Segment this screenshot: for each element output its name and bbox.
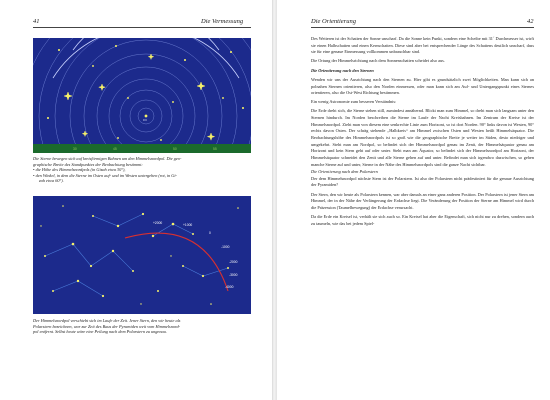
label-minus2000: -2000 — [229, 260, 238, 264]
marker-50: 50 — [173, 147, 177, 151]
precession-track — [125, 233, 228, 291]
label-minus4000: -4000 — [225, 285, 234, 289]
subsection-heading: Die Orientierung nach dem Polarstern — [311, 169, 378, 175]
label-plus1000: +1000 — [183, 223, 193, 227]
paragraph: Die Erde dreht sich, die Sterne stehen still, zumindest annähernd. Blickt man zum Himmel, so dreht man sich langsam unter den Sternen hindurch. Im Norden beschreiben die Sterne im Laufe der Nacht Kreisbahnen. Im Zentrum der Kreise ist der Himmelsnordpol. Zieht man von diesem eine senkrechte Linie zum Horizont, so ist dort Norden. 90° links davon ist Westen, 90° rechts davon Osten. Der schräg stehende „Halbkreis“ am Himmel zwischen Osten und Westen heißt Himmelsäquator. Die Beobachtungshöhe des Himmelsnordpols ist so groß wie die geographische Breite je weiter im Süden, desto niedriger und umgekehrt. Steht man am Nordpol, so befindet sich der Himmelsnordpol genau im Zenit, der Himmelsäquator genau am Horizont und kein Stern geht auf oder unter. Steht man am Äquator, so befindet sich der Himmelsnordpol am Horizont, der Himmelsäquator schneidet den Zenit und alle Sterne gehen auf und unter. Befindet man sich irgendwo dazwischen, so gehen manche Sterne auf und unter, Sterne in der Nähe des Himmelsnordpols sind die ganze Nacht sichtbar. — [311, 108, 534, 167]
figure1-caption: Die Sterne bewegen sich auf kreisförmigen Bahnen um den Himmelsnordpol. Die geo- graphische Breite des Standpunktes der Beobachtung bestimmt: • die Höhe des Himmelsnordpols (in Gizah etwa 30°), • den Winkel, in dem die Sterne im Osten auf- und im Westen untergehen (rot, in Gi- zah etwa 60°). — [33, 156, 182, 184]
paragraph: Der Stern, den wir heute als Polarstern kennen, war aber damals an einer ganz anderen Position. Der Polarstern ist jener Stern am Himmel, der in der Nähe der Verlängerung der Erdachse liegt. Die Veränderung der Position der Sterne am Himmel wird durch die Präzession (Taumelbewegung) der Erdachse verursacht. — [311, 191, 534, 210]
label-minus1000: -1000 — [221, 245, 230, 249]
paragraph: Des Weiteren ist der Schatten der Sonne unscharf. Da die Sonne kein Punkt, sondern eine Scheibe mit 31´ Durchmesser ist, wirft sie einen Halbschatten und einen Kernschatten. Diese sind aber bei entsprechender Länge des Schattens deutlich unscharf, dass sie für eine genaue Einmessung vollkommen unbrauchbar sind. — [311, 36, 534, 55]
section-heading: Die Orientierung nach den Sternen — [311, 67, 374, 73]
paragraph: Wenden wir uns der Ausrichtung nach den Sternen zu. Hier gibt es grundsätzlich zwei Möglichkeiten. Man kann sich an polnahen Sternen orientieren, also den Norden einmessen, oder man kann sich am Auf- und Untergangspunkt eines Sternes orientieren, also die Ost-West Richtung bestimmen. — [311, 76, 534, 96]
label-minus3000: -3000 — [229, 273, 238, 277]
star-trails-svg — [33, 38, 251, 153]
left-page — [0, 0, 272, 400]
marker-30: 30 — [73, 147, 77, 151]
marker-45: 45 — [113, 147, 117, 151]
right-header-rule — [311, 27, 534, 28]
right-body-text — [311, 36, 534, 227]
left-page-number: 41 — [33, 18, 40, 25]
paragraph: Die Ortung der Himmelsrichtung nach dem Sonnenschatten scheidet also aus. — [311, 58, 445, 64]
paragraph: Ein wenig Astronomie zum besseren Verständnis: — [311, 99, 397, 105]
label-0: 0 — [209, 231, 211, 235]
figure2-caption: Der Himmelsnordpol verschiebt sich im Laufe der Zeit. Jener Stern, den wir heute als Polarstern bezeichnen, war zur Zeit des Baus der Pyramiden weit vom Himmelsnord- pol entfernt. Selbst heute wäre eine Peilung nach dem Polarstern zu ungenau. — [33, 318, 181, 335]
right-running-head: Die Orientierung — [311, 18, 356, 25]
star-trails-figure — [33, 38, 251, 153]
paragraph: Der dem Himmelsnordpol nächste Stern ist der Polarstern. Ist also der Polarstern nicht prädestiniert für die genaue Ausrichtung der Pyramiden? — [311, 175, 534, 188]
right-page-number: 42 — [527, 18, 534, 25]
left-header-rule — [33, 27, 251, 28]
precession-figure — [33, 196, 251, 314]
stars-group — [47, 45, 244, 141]
pole-label: 0 h — [143, 118, 148, 122]
left-running-head: Die Vermessung — [201, 18, 244, 25]
label-plus2000: +2000 — [153, 221, 163, 225]
precession-svg — [33, 196, 251, 314]
paragraph: Da die Erde ein Kreisel ist, verhält sie sich auch so. Ein Kreisel hat aber die Eigenschaft, sich nicht nur zu drehen, sondern auch zu taumeln, wie das bei jedem Spiel- — [311, 213, 534, 226]
marker-55: 55 — [213, 147, 217, 151]
horizon-band — [33, 144, 251, 153]
